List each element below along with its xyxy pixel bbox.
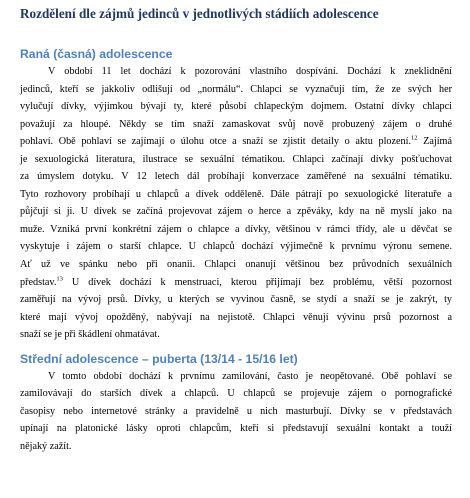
- text-line: [20, 133, 452, 151]
- text-segment: Zajímá: [423, 136, 452, 148]
- text-line: zaměřují na vývoj prsů. Dívky, u kterých se vyvinou časně, se stydí a snaží se je zakrýt, ty: [20, 294, 452, 306]
- text-line: Tyto rozhovory probíhají u chlapců a dívek odděleně. Dále pátrají po sexuologické literatuře a: [20, 188, 452, 200]
- text-line: za úmyslem dotyku. V 12 letech dál probíhají konverzace zaměřené na sexuální tématiku.: [20, 171, 452, 183]
- text-line: považují za hloupé. Někdy se tím snaží zamaskovat svůj nově probuzený zájem o druhé: [20, 118, 452, 130]
- footnote-marker: 13: [56, 275, 63, 283]
- text-line: [20, 274, 452, 292]
- document-page: [20, 6, 452, 455]
- text-line: upínají na platonické lásky oproti chlapcům, kteří si představují sexuální kontakt a touží: [20, 423, 452, 435]
- text-segment: U dívek dochází k menstruaci, kterou přijímají bez problému, větší pozornost: [71, 276, 452, 288]
- section-heading-early-adolescence: Raná (časná) adolescence: [20, 47, 173, 61]
- text-line: které mají vývoj opožděný, nabývají na nejistotě. Chlapci věnují vývinu prsů pozornost a: [20, 311, 452, 323]
- text-line: jedinců, kteří se jakkoliv odlišují od „normálu“. Chlapci se vyznačují tím, že ze svých her: [20, 83, 452, 95]
- text-segment: pohlaví. Obě pohlaví se zajímají o úlohu otce a snaží se zjistit detaily o aktu plození.: [20, 136, 412, 148]
- text-line: vyskytuje i zájem o starší chlapce. U chlapců dochází výjimečně k prvnímu výronu semene.: [20, 241, 452, 253]
- text-line: nějaký zažít.: [20, 440, 72, 452]
- document-title: Rozdělení dle zájmů jedinců v jednotlivých stádiích adolescence: [20, 6, 379, 21]
- text-line: časopisy nebo internetové stránky a pravidelně u nich masturbují. Dívky se v představách: [20, 405, 452, 417]
- section-heading-middle-adolescence: Střední adolescence – puberta (13/14 - 15/16 let): [20, 351, 298, 366]
- text-line: muže. Vzniká první konkrétní zájem o chlapce a dívky, většinou v rámci třídy, ale u děvčat se: [20, 223, 452, 235]
- paragraph-middle-adolescence: [20, 368, 452, 456]
- text-line: je sexuologická literatura, ilustrace se sexuální tématikou. Chlapci začínají dívky pošťuchovat: [20, 153, 452, 165]
- text-line: půjčují si ji. U dívek se začíná projevovat zájem o herce a zpěváky, kdy na ně myslí jako na: [20, 206, 452, 218]
- text-line: zamilovávají do starších dívek a chlapců. U chlapců se projevuje zájem o pornografické: [20, 388, 452, 400]
- text-line: snaží se je při škádlení ohmatávat.: [20, 329, 160, 341]
- text-line: Ať už ve spánku nebo při onanii. Chlapci onanují většinou bez průvodních sexuálních: [20, 259, 452, 271]
- footnote-marker: 12: [411, 134, 418, 142]
- text-line: V tomto období dochází k prvnímu zamilování, často je neopětované. Obě pohlaví se: [48, 370, 452, 382]
- text-segment: představ.: [20, 276, 57, 288]
- paragraph-early-adolescence: [20, 63, 452, 344]
- text-line: V období 11 let dochází k pozorování vlastního dospívání. Dochází k zneklidnění: [48, 66, 452, 77]
- text-line: vylučují dívky, výjimkou bývají ty, které působí chlapeckým dojmem. Ostatní dívky chlapci: [20, 101, 452, 113]
